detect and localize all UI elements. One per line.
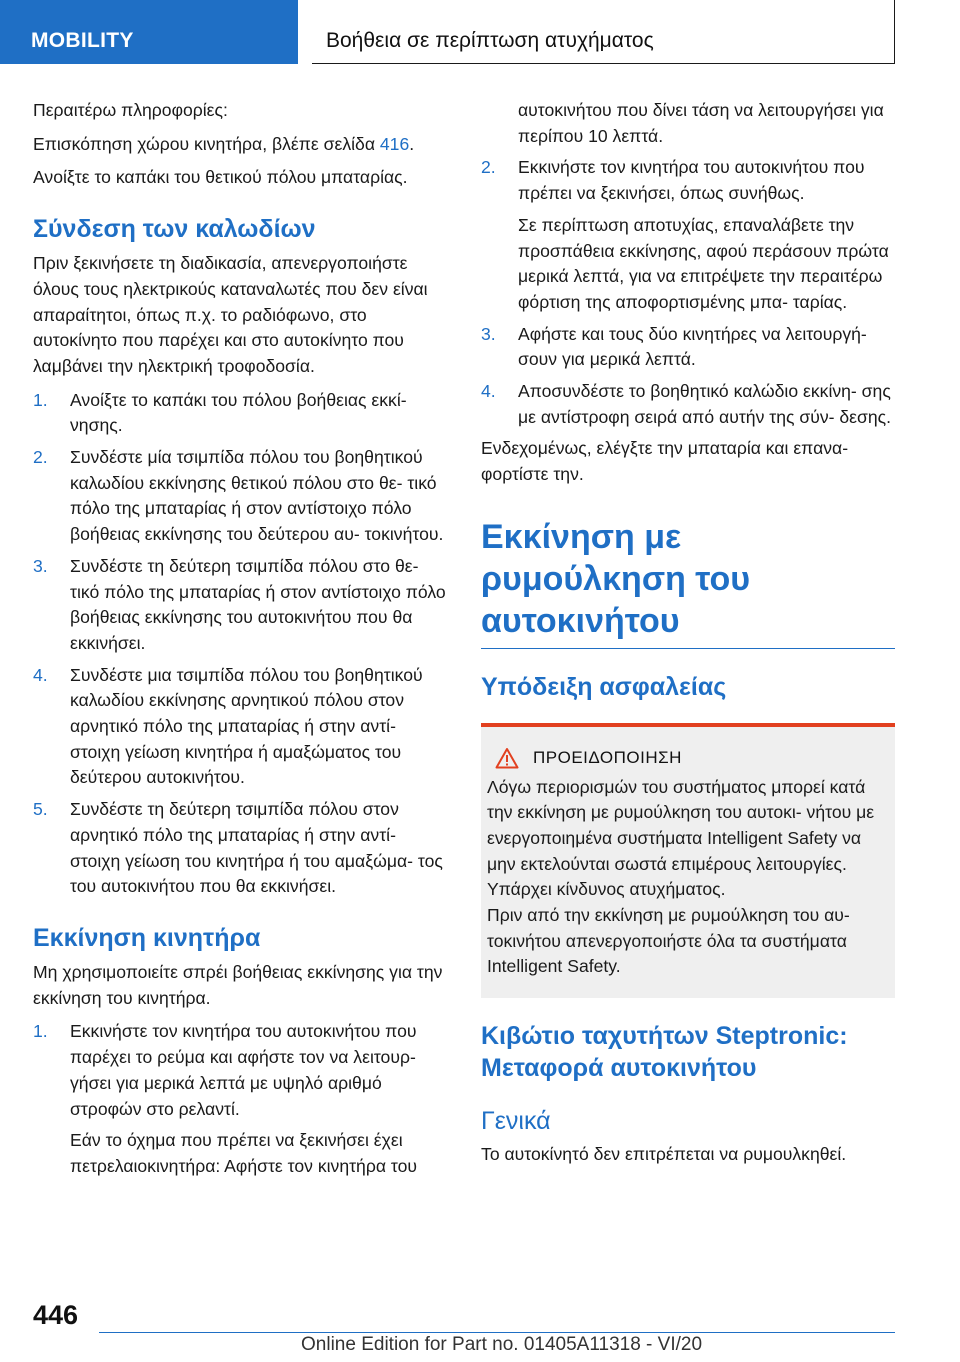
list-item: 5. Συνδέστε τη δεύτερη τσιμπίδα πόλου στον αρνητικό πόλο της μπαταρίας ή στην αντί- στοιχη γείωση του κινητήρα ή του αμαξώμα- τος του αυτοκινήτου που θα εκκινήσει. <box>33 799 443 897</box>
list-item: 1. Ανοίξτε το καπάκι του πόλου βοήθειας εκκί- νησης. <box>33 389 407 436</box>
warning-text: Πριν από την εκκίνηση με ρυμούλκηση του αυ- τοκινήτου απενεργοποιήστε όλα τα συστήματα Intelligent Safety. <box>487 905 850 977</box>
overview-reference: Επισκόπηση χώρου κινητήρα, βλέπε σελίδα 416. <box>33 133 415 154</box>
page-number: 446 <box>33 1300 79 1330</box>
engine-steps-continued <box>481 98 895 430</box>
list-item: 4. Αποσυνδέστε το βοηθητικό καλώδιο εκκίνη- σης με αντίστροφη σειρά από αυτήν της σύν- δεσης. <box>481 381 892 427</box>
heading-engine-start: Εκκίνηση κινητήρα <box>33 923 261 952</box>
edition-info: Online Edition for Part no. 01405A11318 - VI/20 <box>301 1334 703 1355</box>
list-item: 3. Αφήστε και τους δύο κινητήρες να λειτουργή- σουν για μερικά λεπτά. <box>481 323 867 370</box>
info-line: Περαιτέρω πληροφορίες: <box>33 100 228 120</box>
list-item: 3. Συνδέστε τη δεύτερη τσιμπίδα πόλου στο θε- τικό πόλο της μπαταρίας ή στον αντίστοιχο πόλο βοήθειας εκκίνησης του αυτοκινήτου που θα εκκινήσει. <box>33 555 446 653</box>
engine-intro: Μη χρησιμοποιείτε σπρέι βοήθειας εκκίνησης για την εκκίνηση του κινητήρα. <box>33 961 443 1008</box>
right-column <box>481 98 895 1176</box>
section-tab: MOBILITY <box>0 0 298 64</box>
engine-steps-list <box>33 1019 447 1179</box>
cables-intro: Πριν ξεκινήσετε τη διαδικασία, απενεργοποιήστε όλους τους ηλεκτρικούς καταναλωτές που δεν είναι απαραίτητοι, όπως π.χ. το ραδιόφωνο, στο αυτοκίνητο που παρέχει και στο αυτοκίνητο που λαμβάνει την ηλεκτρική τροφοδοσία. <box>33 253 428 376</box>
warning-label: ΠΡΟΕΙΔΟΠΟΙΗΣΗ <box>533 747 682 767</box>
heading-general: Γενικά <box>481 1107 551 1136</box>
after-text: Ενδεχομένως, ελέγξτε την μπαταρία και επανα- φορτίστε την. <box>481 438 849 485</box>
open-cap-text: Ανοίξτε το καπάκι του θετικού πόλου μπαταρίας. <box>33 167 408 188</box>
heading-tow-start: Εκκίνηση με ρυμούλκηση του αυτοκινήτου <box>481 516 895 649</box>
heading-connect-cables: Σύνδεση των καλωδίων <box>33 215 316 244</box>
list-item: 4. Συνδέστε μια τσιμπίδα πόλου του βοηθητικού καλωδίου εκκίνησης αρνητικού πόλου στον αρνητικό πόλο της μπαταρίας ή στην αντί- στοιχη γείωση κινητήρα ή αμαξώματος του δεύτερου αυτοκινήτου. <box>33 664 423 788</box>
connect-steps-list <box>33 388 447 900</box>
warning-triangle-icon <box>495 747 519 769</box>
left-column <box>33 98 447 1186</box>
list-item: αυτοκινήτου που δίνει τάση να λειτουργήσει για περίπου 10 λεπτά. <box>518 100 884 146</box>
warning-text: Λόγω περιορισμών του συστήματος μπορεί κατά την εκκίνηση με ρυμούλκηση του αυτοκι- νήτου με ενεργοποιημένα συστήματα Intelligent Safety να μην εκτελούνται σωστά επιμέρους λειτουργίες. Υπάρχει κίνδυνος ατυχήματος. <box>487 776 875 900</box>
footer-divider <box>99 1332 895 1333</box>
list-item: 1. Εκκινήστε τον κινητήρα του αυτοκινήτου που παρέχει το ρεύμα και αφήστε τον να λειτουρ- γήσει για μερικά λεπτά με υψηλό αριθμό στροφών στο ρελαντί. Εάν το όχημα που πρέπει να ξεκινήσει έχει πετρελαιοκινητήρα: Αφήστε τον κινητήρα του <box>33 1021 418 1176</box>
chapter-title: Βοήθεια σε περίπτωση ατυχήματος <box>312 0 895 64</box>
page-link[interactable]: 416 <box>379 133 410 154</box>
heading-gearbox: Κιβώτιο ταχυτήτων Steptronic: Μεταφορά αυτοκινήτου <box>481 1022 848 1083</box>
warning-box <box>481 723 895 998</box>
general-text: Το αυτοκίνητό δεν επιτρέπεται να ρυμουλκηθεί. <box>481 1144 847 1165</box>
list-item: 2. Εκκινήστε τον κινητήρα του αυτοκινήτου που πρέπει να ξεκινήσει, όπως συνήθως. Σε περίπτωση αποτυχίας, επαναλάβετε την προσπάθεια εκκίνησης, αφού περάσουν πρώτα μερικά λεπτά, για να επιτρέψετε την περαιτέρω φόρτιση της αποφορτισμένης μπα- ταρίας. <box>481 157 889 312</box>
list-item: 2. Συνδέστε μία τσιμπίδα πόλου του βοηθητικού καλωδίου εκκίνησης θετικού πόλου στο θε- τικό πόλο της μπαταρίας ή στον αντίστοιχο πόλο βοήθειας εκκίνησης του δεύτερου αυ- τοκινήτου. <box>33 447 444 545</box>
heading-safety-note: Υπόδειξη ασφαλείας <box>481 672 727 701</box>
